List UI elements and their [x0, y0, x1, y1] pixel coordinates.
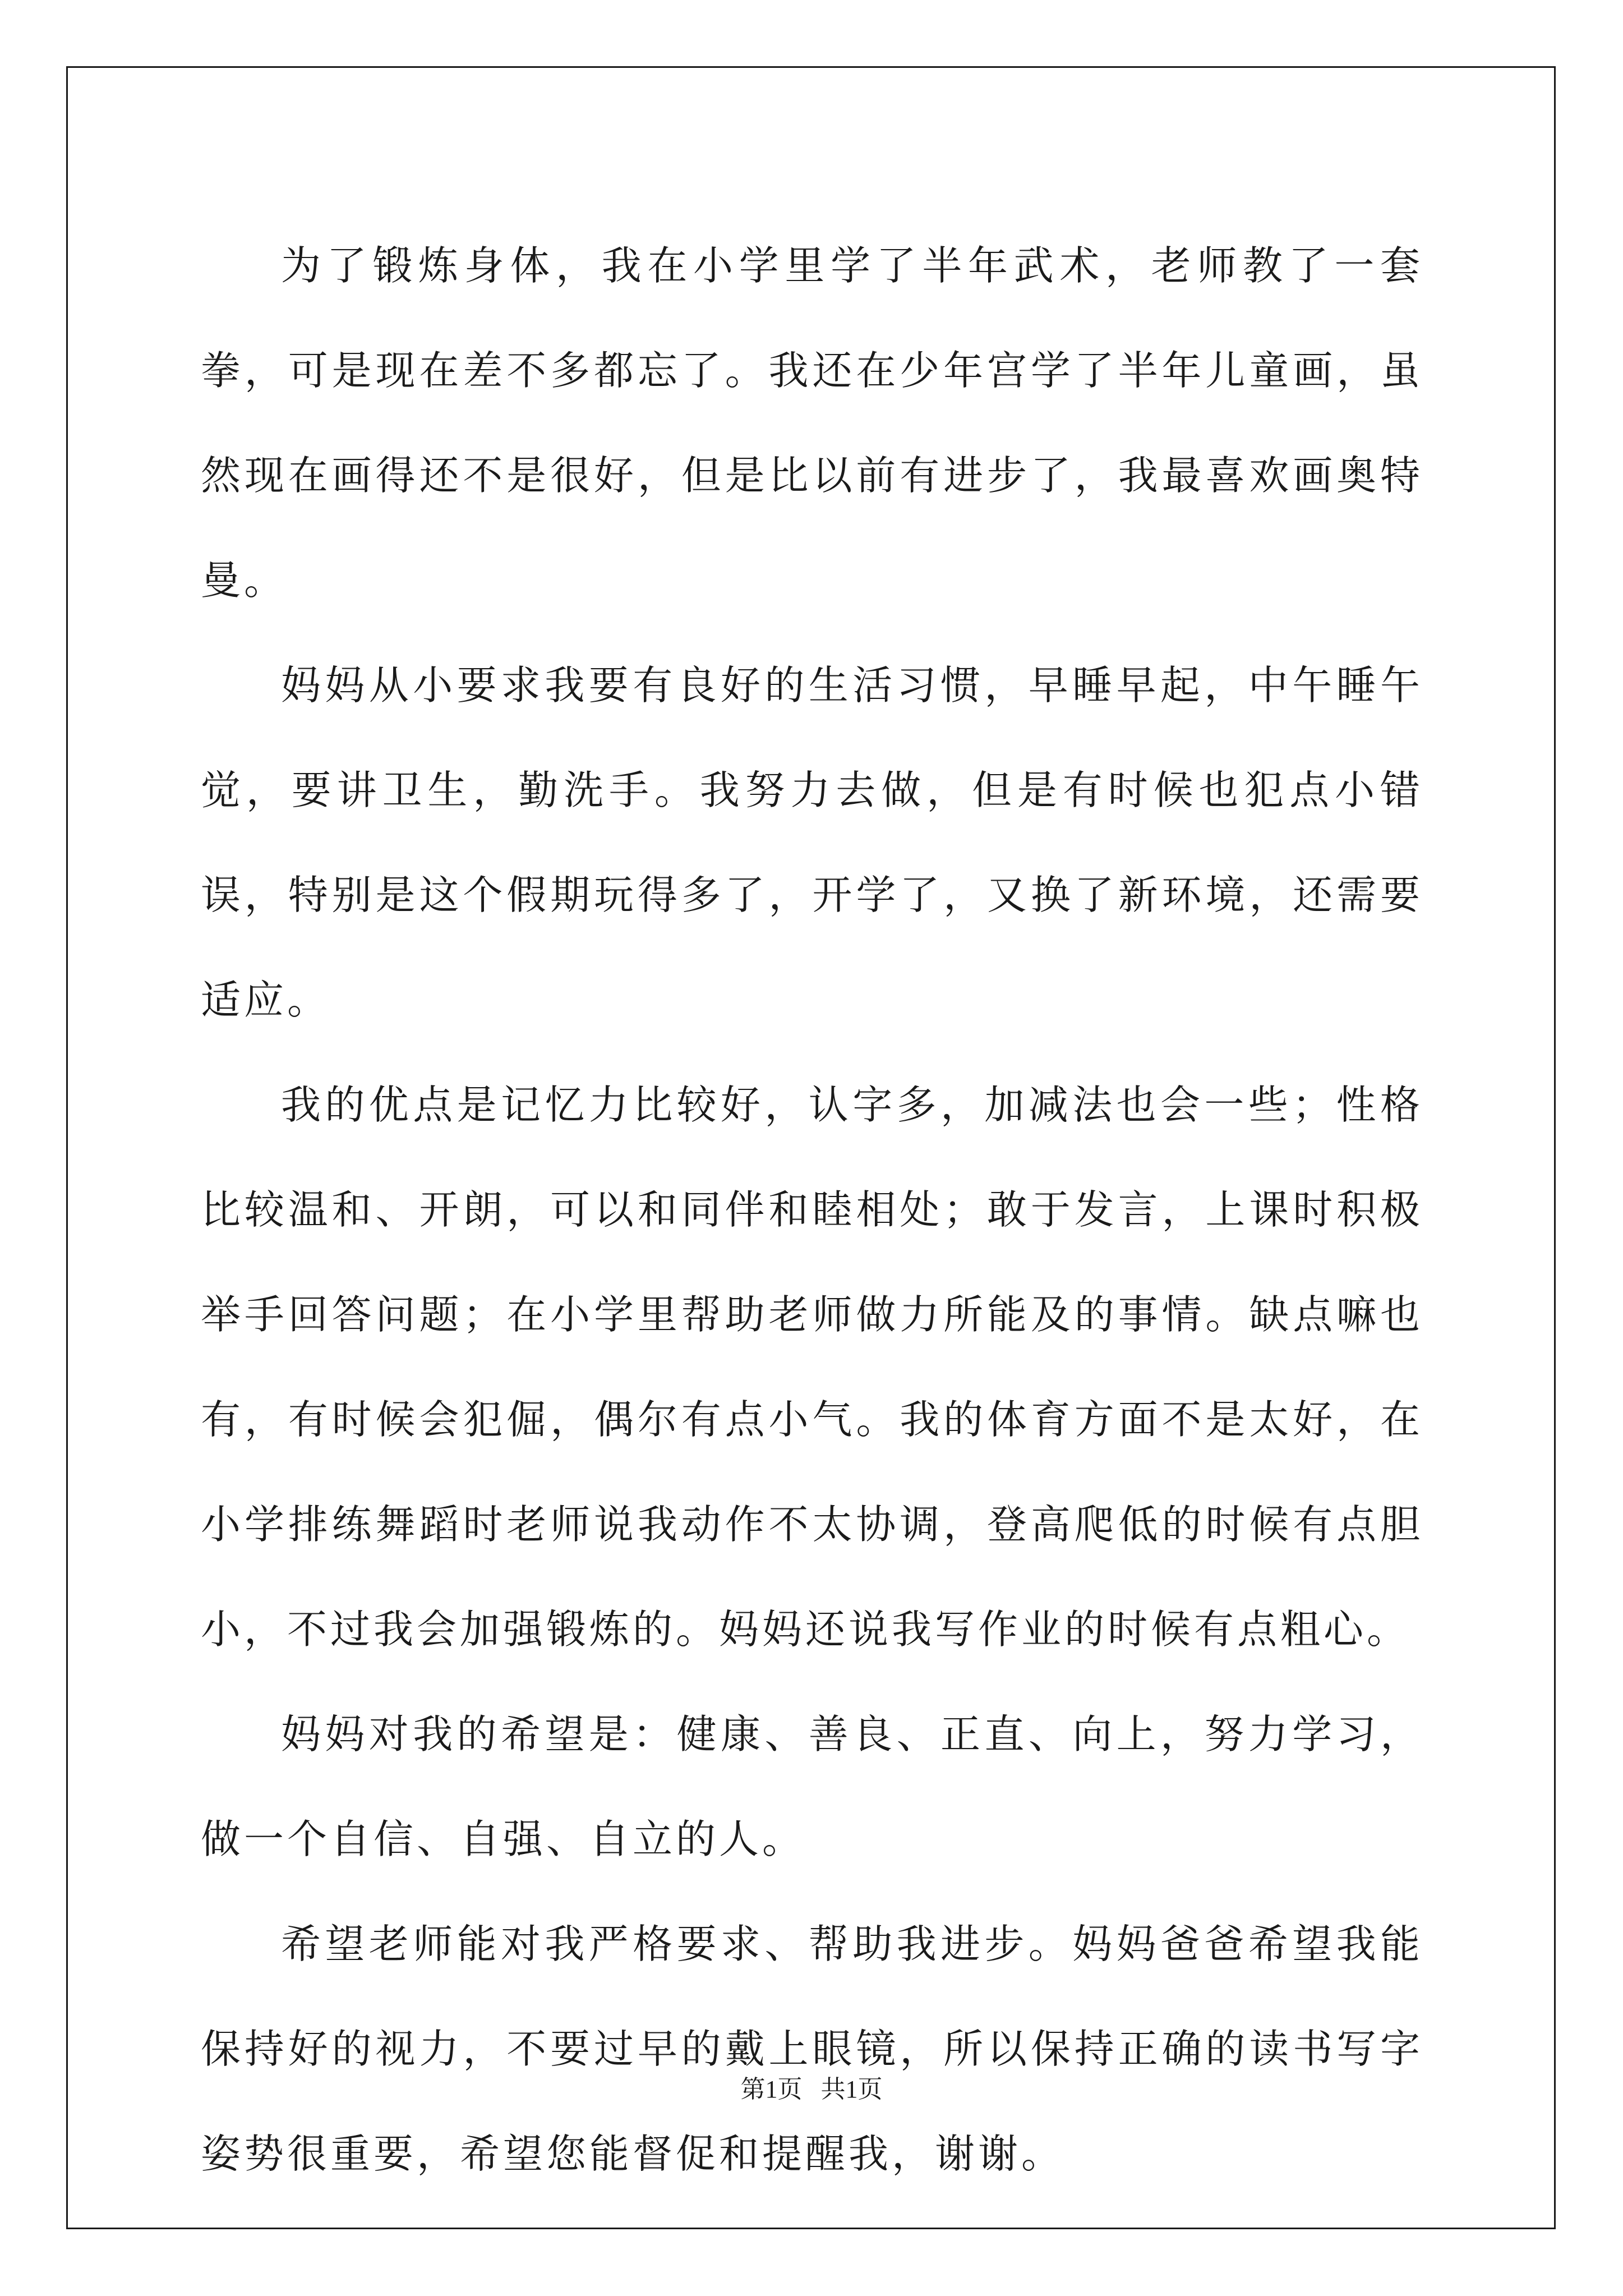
page-number-footer: 第1页 共1页 [740, 2076, 883, 2103]
paragraph: 妈妈对我的希望是：健康、善良、正直、向上，努力学习，做一个自信、自强、自立的人。 [201, 1711, 1423, 1862]
paragraph: 希望老师能对我严格要求、帮助我进步。妈妈爸爸希望我能保持好的视力，不要过早的戴上眼镜，所以保持正确的读书写字姿势很重要，希望您能督促和提醒我，谢谢。 [201, 1921, 1423, 2177]
paragraph: 我的优点是记忆力比较好，认字多，加减法也会一些；性格比较温和、开朗，可以和同伴和睦相处；敢于发言，上课时积极举手回答问题；在小学里帮助老师做力所能及的事情。缺点嘛也有，有时候会犯倔，偶尔有点小气。我的体育方面不是太好，在小学排练舞蹈时老师说我动作不太协调，登高爬低的时候有点胆小，不过我会加强锻炼的。妈妈还说我写作业的时候有点粗心。 [201, 1082, 1423, 1653]
document-body [201, 213, 1423, 2206]
paragraph: 妈妈从小要求我要有良好的生活习惯，早睡早起，中午睡午觉，要讲卫生，勤洗手。我努力去做，但是有时候也犯点小错误，特别是这个假期玩得多了，开学了，又换了新环境，还需要适应。 [201, 662, 1423, 1023]
paragraph: 为了锻炼身体，我在小学里学了半年武术，老师教了一套拳，可是现在差不多都忘了。我还在少年宫学了半年儿童画，虽然现在画得还不是很好，但是比以前有进步了，我最喜欢画奥特曼。 [201, 242, 1423, 604]
